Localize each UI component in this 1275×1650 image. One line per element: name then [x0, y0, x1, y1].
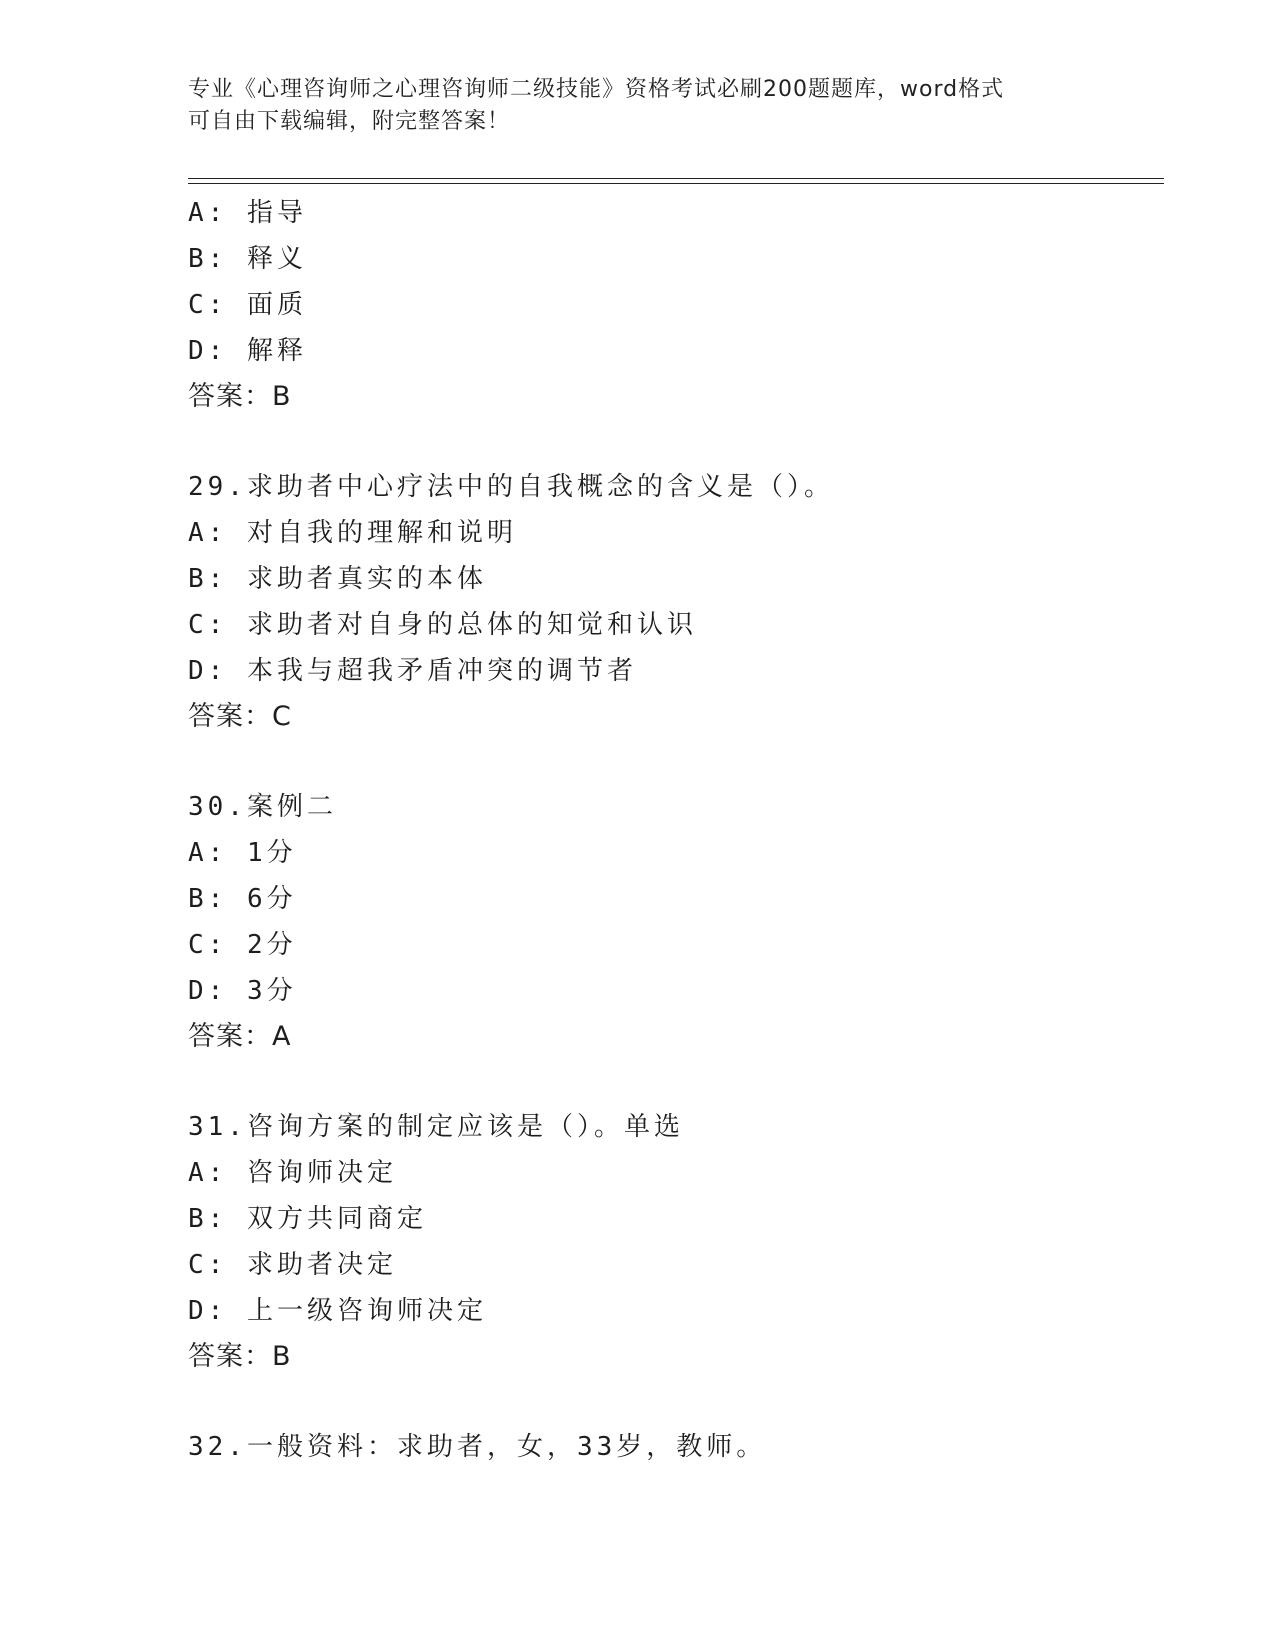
option-d: D: 解释: [188, 336, 307, 366]
question-29: 29.求助者中心疗法中的自我概念的含义是（）。: [188, 472, 834, 502]
document-header: [188, 74, 1088, 138]
option-a: A: 1分: [188, 838, 297, 868]
header-divider-bottom: [188, 183, 1164, 184]
question-31: 31.咨询方案的制定应该是（）。单选: [188, 1112, 684, 1142]
answer: 答案：C: [188, 701, 292, 732]
option-c: C: 求助者对自身的总体的知觉和认识: [188, 610, 697, 640]
answer: 答案：B: [188, 381, 292, 412]
option-b: B: 6分: [188, 884, 297, 914]
option-c: C: 面质: [188, 290, 307, 320]
option-a: A: 对自我的理解和说明: [188, 518, 517, 548]
option-c: C: 2分: [188, 930, 297, 960]
answer: 答案：A: [188, 1021, 292, 1052]
option-b: B: 释义: [188, 244, 307, 274]
option-d: D: 3分: [188, 976, 297, 1006]
option-c: C: 求助者决定: [188, 1250, 397, 1280]
answer: 答案：B: [188, 1341, 292, 1372]
option-a: A: 咨询师决定: [188, 1158, 397, 1188]
option-a: A: 指导: [188, 198, 307, 228]
header-line-2: 可自由下载编辑，附完整答案！: [188, 109, 511, 134]
header-divider-top: [188, 178, 1164, 179]
option-d: D: 上一级咨询师决定: [188, 1296, 487, 1326]
option-b: B: 求助者真实的本体: [188, 564, 487, 594]
header-line-1: 专业《心理咨询师之心理咨询师二级技能》资格考试必刷200题题库，word格式: [188, 77, 1005, 102]
question-list: [188, 190, 1148, 1470]
question-30: 30.案例二: [188, 792, 337, 822]
question-32: 32.一般资料：求助者，女，33岁，教师。: [188, 1432, 767, 1462]
option-b: B: 双方共同商定: [188, 1204, 427, 1234]
option-d: D: 本我与超我矛盾冲突的调节者: [188, 656, 637, 686]
